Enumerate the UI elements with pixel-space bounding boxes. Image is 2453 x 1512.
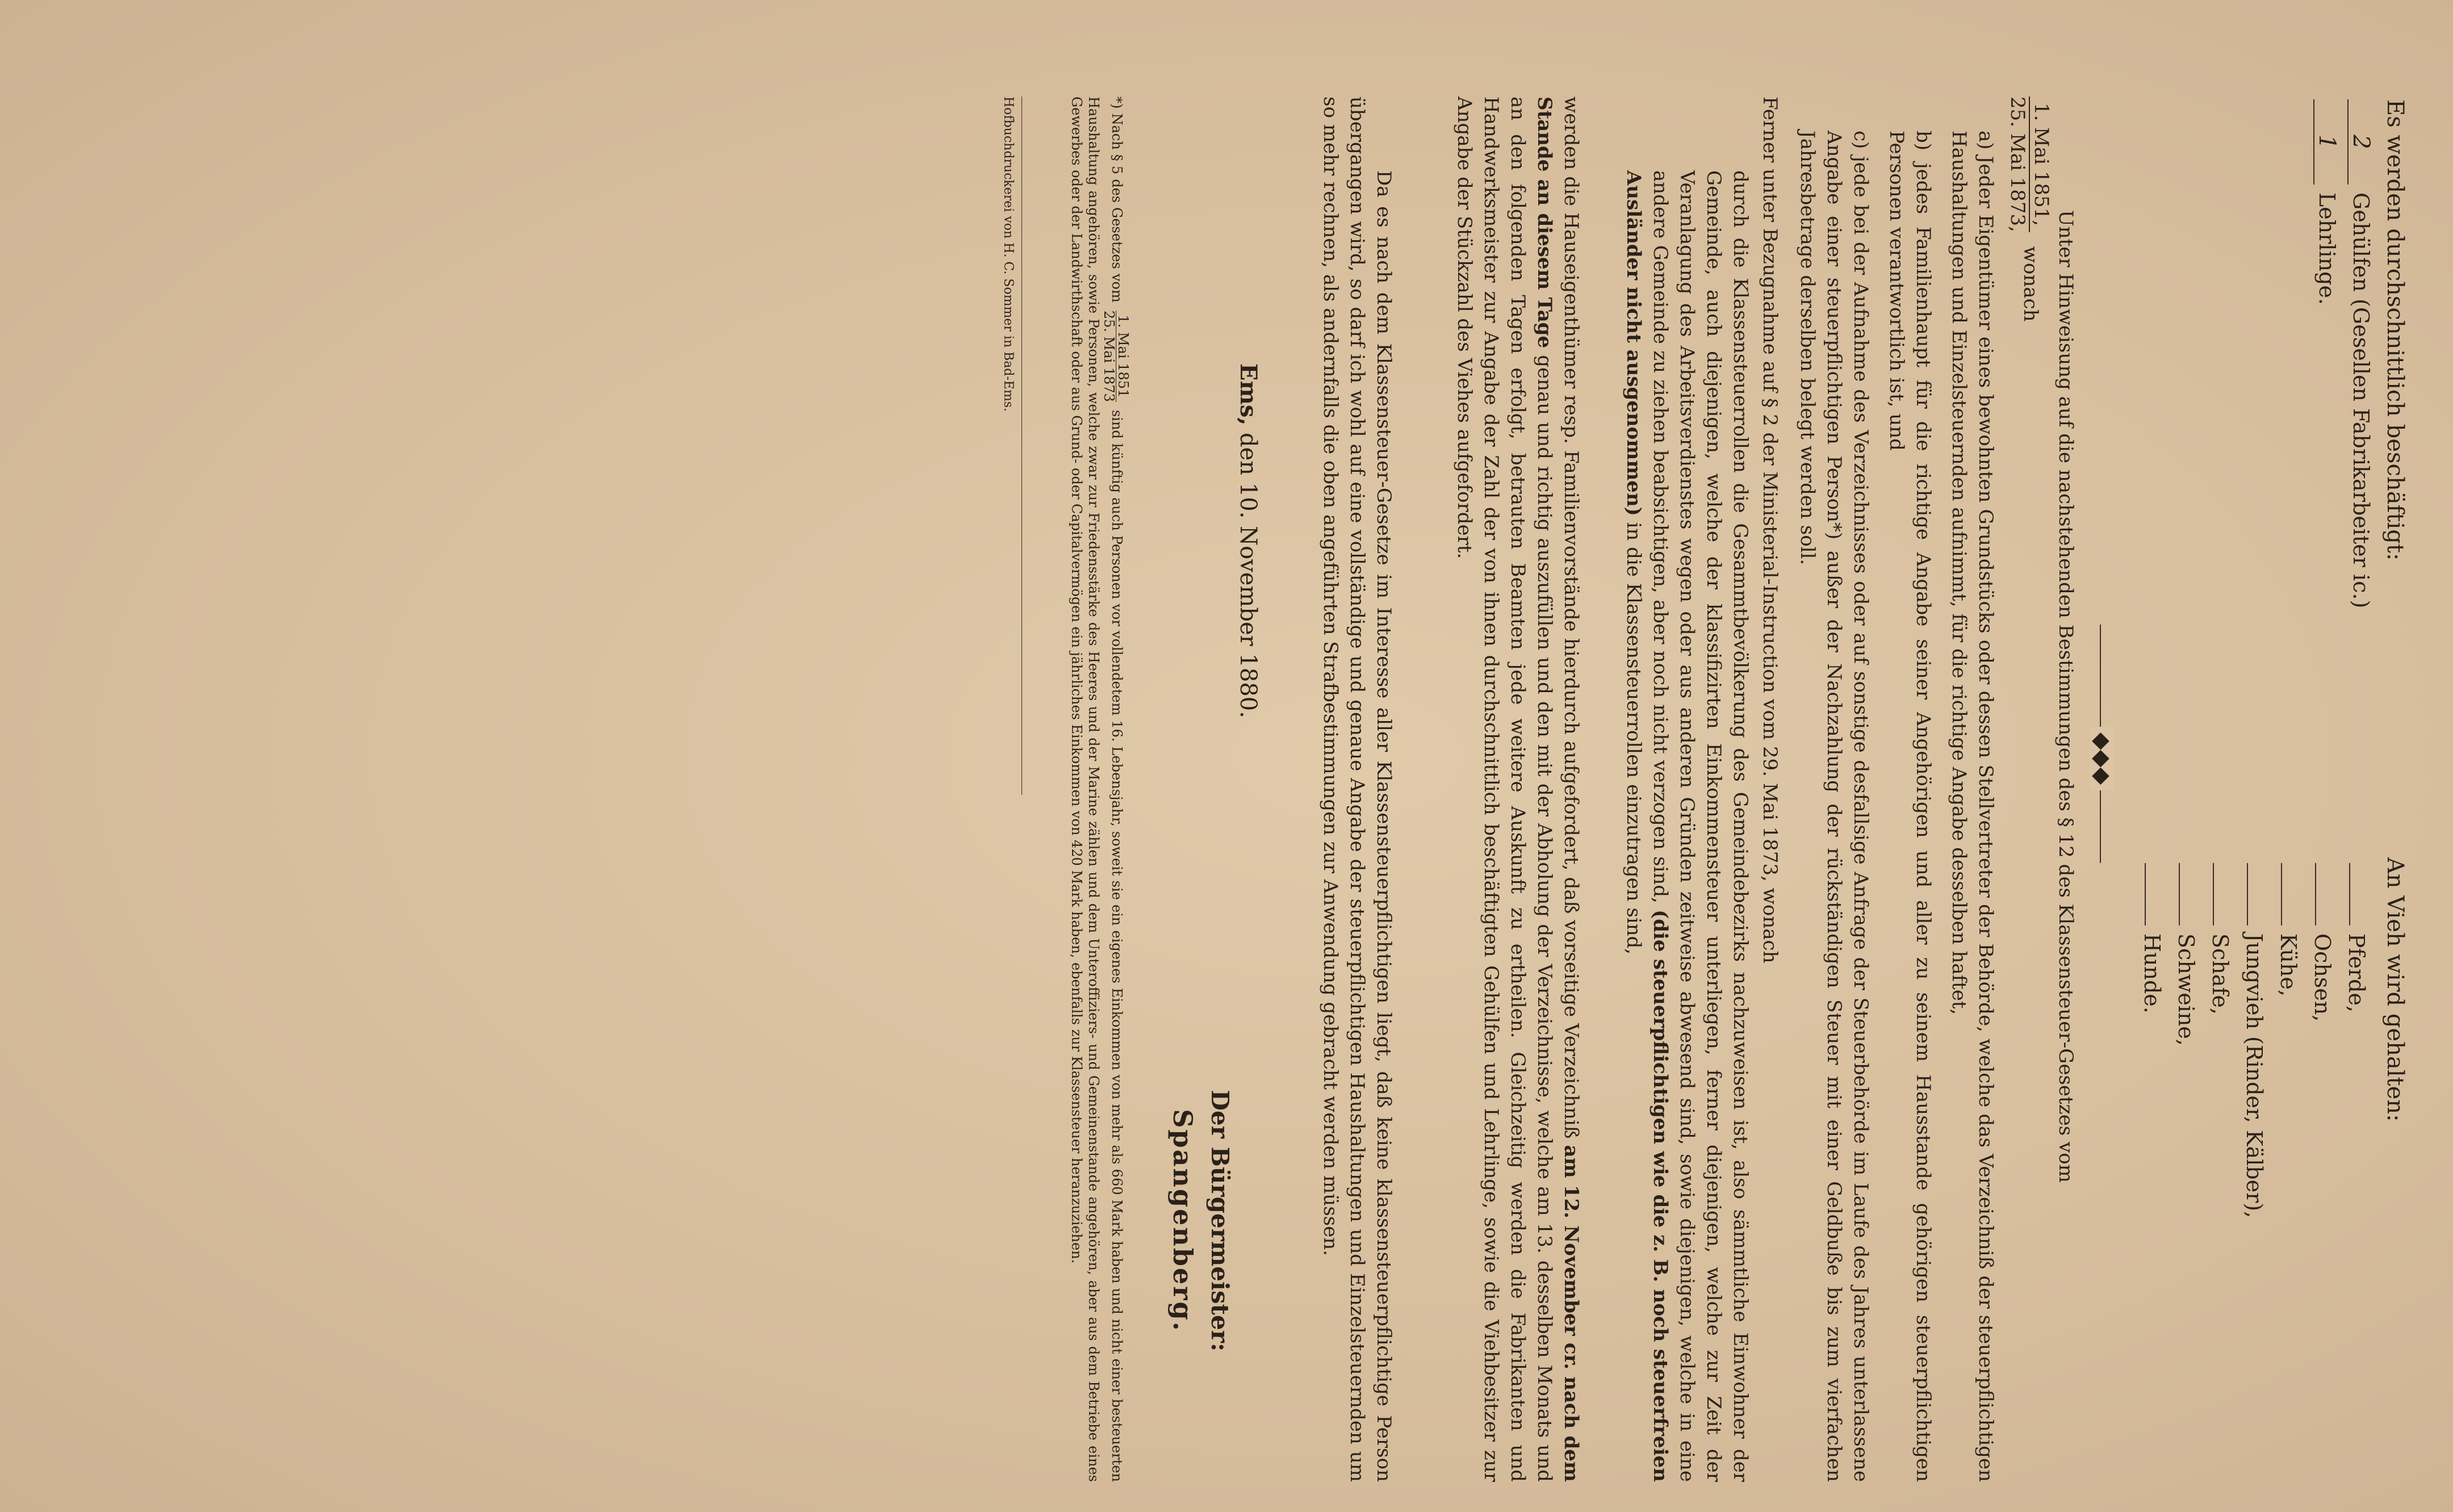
item-b-text: jedes Familienhaupt für die richtige Angabe seiner Angehörigen und aller zu seinem Hausstande gehörigen steuerpflichtigen Personen verantwortlich ist, und [1885, 131, 1935, 1482]
livestock-row [2271, 863, 2305, 1218]
paragraph-2: Da es nach dem Klassensteuer-Gesetze im Interesse aller Klassensteuerpflichtigen liegt, daß keine klassensteuerpflichtige Person übergangen wird, so darf ich wohl auf eine vollständige und genaue Angabe der steuerpflichtigen Haushaltungen und Einzelsteuernden um so mehr rechnen, als andernfalls die oben angeführten Strafbestimmungen zur Anwendung gebracht werden müssen. [1319, 97, 1395, 1482]
item-a-mark: a) [1974, 131, 1997, 150]
footnote-fraction [1102, 311, 1130, 402]
livestock-list [2135, 863, 2374, 1218]
workers-row-1 [2347, 99, 2374, 608]
dateline-date: den 10. November 1880. [1235, 432, 1261, 718]
livestock-row [2339, 863, 2374, 1218]
signature-title: Der Bürgermeister: [1206, 1090, 1234, 1352]
livestock-row [2135, 863, 2169, 1218]
intro-after: wonach [2019, 246, 2042, 322]
item-c-text: jede bei der Aufnahme des Verzeichnisses oder auf sonstige desfallsige Anfrage der Steuerbehörde im Laufe des Jahres unterlassene Angabe einer steuerpflichtigen Person*) außer der Nachzahlung der rückständigen Steuer mit einer Geldbuße bis zum vierfachen Jahresbetrage derselben belegt werden soll. [1796, 131, 1872, 1482]
intro-fraction-bottom: 25. Mai 1873, [2006, 97, 2029, 232]
livestock-label: Pferde, [2344, 933, 2369, 1013]
footnote-text: sind künftig auch Personen vor vollendetem 16. Lebensjahr, soweit sie ein eigenes Einkommen von mehr als 660 Mark haben und nicht einer besteuerten Haushaltung angehören, sowie Personen, welche zwar zur Friedensstärke des Heeres und der Marine zählen und dem Unteroffiziers- und Gemeinenstande angehören, aber aus dem Betriebe eines Gewerbes oder der Landwirthschaft oder aus Grund- oder Capitalvermögen ein jährliches Einkommen von 420 Mark haben, ebenfalls zur Klassensteuer heranzuziehen. [1069, 97, 1125, 1482]
intro-fraction [2006, 97, 2053, 321]
paragraph-1-start: Ferner unter Bezugnahme auf § 2 der Ministerial-Instruction vom 29. Mai 1873, wonach [1759, 97, 1781, 964]
livestock-blank [2179, 863, 2180, 925]
livestock-row [2203, 863, 2237, 1218]
paragraph-1-main [1451, 97, 1584, 1482]
dateline-place: Ems, [1235, 363, 1262, 426]
workers-heading: Es werden durchschnittlich beschäftigt: [2382, 99, 2408, 561]
quote-text: durch die Klassensteuerrollen die Gesammtbevölkerung des Gemeindebezirks nachzuweisen ist, also sämmtliche Einwohner der Gemeinde, auch diejenigen, welche der klassifizirten Einkommensteuer unterliegen, ferner diejenigen, welche zur Zeit der Veranlagung des Arbeitsverdienstes wegen oder aus anderen Gründen zeitweise abwesend sind, sowie diejenigen, welche in eine andere Gemeinde zu ziehen beabsichtigen, aber noch nicht verzogen sind, [1649, 170, 1752, 1482]
item-a [1945, 131, 1999, 1482]
livestock-row [2237, 863, 2271, 1218]
livestock-blank [2281, 863, 2282, 925]
workers-row-2 [2313, 99, 2339, 305]
paragraph-1-quote [1620, 170, 1753, 1482]
livestock-label: Schweine, [2174, 933, 2199, 1046]
footnote [1068, 97, 1130, 1482]
item-a-text: Jeder Eigentümer eines bewohnten Grundstücks oder dessen Stellvertreter der Behörde, welche das Verzeichniß der steuerpflichtigen Haushaltungen und Einzelsteuernden aufnimmt, für die richtige Angabe desselben haftet, [1948, 131, 1997, 1482]
main-text-a: werden die Hauseigenthümer resp. Familienvorstände hierdurch aufgefordert, daß vorseitige Verzeichniß [1560, 97, 1583, 1139]
footnote-fraction-top: 1. Mai 1851 [1116, 311, 1130, 402]
footnote-fraction-bottom: 25. Mai 1873 [1101, 310, 1117, 402]
intro-line [2053, 210, 2078, 1183]
livestock-blank [2213, 863, 2214, 925]
quote-end: in die Klassensteuerrollen einzutragen sind, [1622, 522, 1645, 955]
footnote-lead: *) Nach § 5 des Gesetzes vom [1109, 97, 1125, 303]
livestock-label: Kühe, [2276, 933, 2301, 997]
item-c [1794, 131, 1874, 1482]
intro-text: Unter Hinweisung auf die nachstehenden Bestimmungen des § 12 des Klassensteuer-Gesetzes vom [2054, 210, 2077, 1183]
livestock-label: Hunde. [2140, 933, 2165, 1013]
livestock-row [2169, 863, 2203, 1218]
printer-imprint: Hofbuchdruckerei von H. C. Sommer in Bad-Ems. [1001, 97, 1015, 412]
livestock-blank [2145, 863, 2146, 925]
workers-count-2: 1 [2313, 99, 2339, 185]
livestock-label: Ochsen, [2310, 933, 2335, 1022]
livestock-label: Jungvieh (Rinder, Kälber), [2242, 933, 2267, 1218]
main-text-b: genau und richtig auszufüllen und den mit der Abholung der Verzeichnisse, welche am 13. desselben Monats und an den folgenden Tagen erfolgt, betrauten Beamten jede weitere Auskunft zu ertheilen. Gleichzeitig werden die Fabrikanten und Handwerksmeister zur Angabe der Zahl der von ihnen durchschnittlich beschäftigten Gehülfen und Lehrlinge, sowie die Viehbesitzer zur Angabe der Stückzahl des Viehes aufgefordert. [1453, 97, 1556, 1482]
workers-label-2: Lehrlinge. [2314, 192, 2339, 305]
item-c-mark: c) [1849, 131, 1872, 149]
item-b [1883, 131, 1936, 1482]
dateline [1236, 363, 1261, 718]
item-b-mark: b) [1912, 131, 1935, 151]
livestock-heading: An Vieh wird gehalten: [2382, 857, 2408, 1122]
livestock-blank [2349, 863, 2350, 925]
livestock-blank [2247, 863, 2248, 925]
signature-name: Spangenberg. [1167, 1109, 1198, 1333]
quote-bold: (die steuerpflichtigen wie die z. B. noch steuerfreien Ausländer nicht ausgenommen) [1622, 170, 1672, 1482]
divider-ornament: ◆◆◆ [2090, 727, 2115, 790]
workers-count-1: 2 [2347, 99, 2374, 185]
livestock-label: Schafe, [2208, 933, 2233, 1015]
livestock-row [2305, 863, 2339, 1218]
intro-fraction-top: 1. Mai 1851, [2029, 97, 2053, 232]
livestock-blank [2315, 863, 2316, 925]
main-bold: am 12. November cr. nach dem Stande an diesem Tage [1533, 97, 1583, 1482]
workers-label-1: Gehülfen (Gesellen Fabrikarbeiter ic.) [2349, 192, 2374, 609]
